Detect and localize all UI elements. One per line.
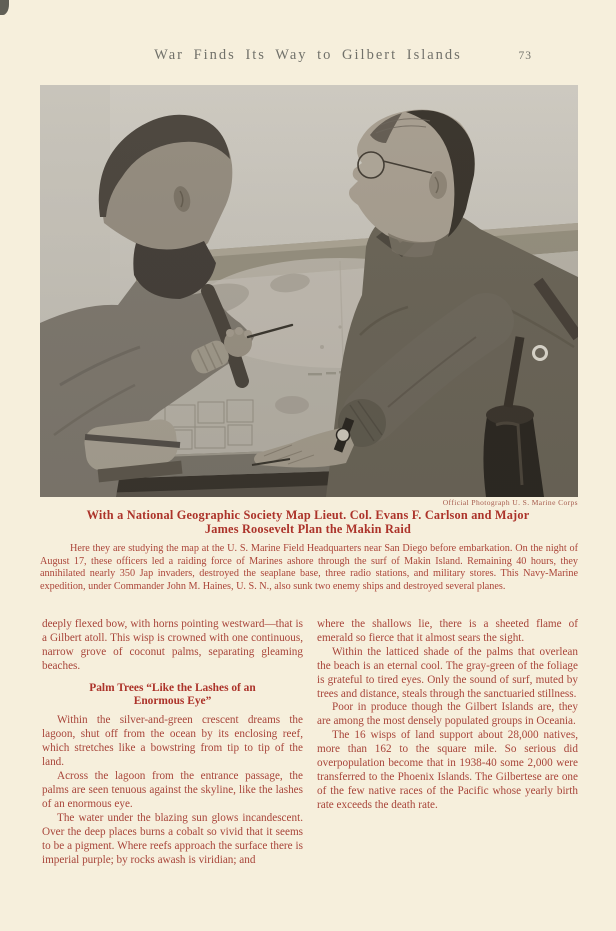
- photograph: [40, 85, 578, 497]
- column-left: [42, 618, 303, 867]
- body-paragraph: deeply flexed bow, with horns pointing westward—that is a Gilbert atoll. This wisp is crowned with one continuous, narrow grove of coconut palms, separating gleaming beaches.: [42, 618, 303, 672]
- body-paragraph: The 16 wisps of land support about 28,000 natives, more than 162 to the square mile. So serious did overpopulation become that in 1938-40 some 2,000 were transferred to the Phoenix Islands. The Gilbertese are one of the few native races of the Pacific whose yearly birth rate exceeds the death rate.: [317, 729, 578, 811]
- body-paragraph: The water under the blazing sun glows incandescent. Over the deep places burns a cobalt so vivid that it seems to be a pigment. Where reefs approach the surface there is imperial purple; by rocks awash is viridian; and: [42, 811, 303, 866]
- subhead-line: Palm Trees “Like the Lashes of an: [89, 681, 256, 694]
- column-right: [317, 618, 578, 867]
- subhead-line: Enormous Eye”: [133, 695, 212, 708]
- photo-credit: Official Photograph U. S. Marine Corps: [442, 498, 578, 507]
- body-paragraph: Within the latticed shade of the palms that overlean the beach is an eternal cool. The gray-green of the foliage is grateful to tired eyes. Only the sound of surf, muted by trees and distance, steals through the sanctuaried stillness.: [317, 645, 578, 700]
- body-paragraph: Poor in produce though the Gilbert Islands are, they are among the most densely populated groups in Oceania.: [317, 701, 578, 728]
- caption-title-line: James Roosevelt Plan the Makin Raid: [204, 521, 412, 536]
- article-columns: [42, 618, 578, 867]
- body-paragraph: Within the silver-and-green crescent dreams the lagoon, shut off from the ocean by its enclosing reef, which stretches like a bowstring from tip to tip of the land.: [42, 714, 303, 769]
- caption-body: Here they are studying the map at the U. S. Marine Field Headquarters near San Diego before embarkation. On the night of August 17, these officers led a raiding force of Marines ashore through the surf of Makin Island. Remaining 40 hours, they annihilated nearly 350 Jap invaders, destroyed the seaplane base, three radio stations, and military stores. This Navy-Marine expedition, under Commander John M. Haines, U. S. N., also sunk two enemy ships and destroyed several planes.: [40, 543, 578, 592]
- scan-artifact-mark: [0, 0, 9, 15]
- body-paragraph: Across the lagoon from the entrance passage, the palms are seen tenuous against the skyline, like the lashes of an enormous eye.: [42, 770, 303, 810]
- caption-title-line: With a National Geographic Society Map Lieut. Col. Evans F. Carlson and Major: [86, 508, 530, 522]
- section-subhead: [42, 682, 303, 709]
- caption-title: [0, 509, 616, 537]
- photo-illustration: [40, 85, 578, 497]
- page-number: 73: [518, 50, 532, 62]
- body-paragraph: where the shallows lie, there is a sheeted flame of emerald so fierce that it almost sears the sight.: [317, 618, 578, 644]
- running-title: War Finds Its Way to Gilbert Islands: [154, 47, 462, 63]
